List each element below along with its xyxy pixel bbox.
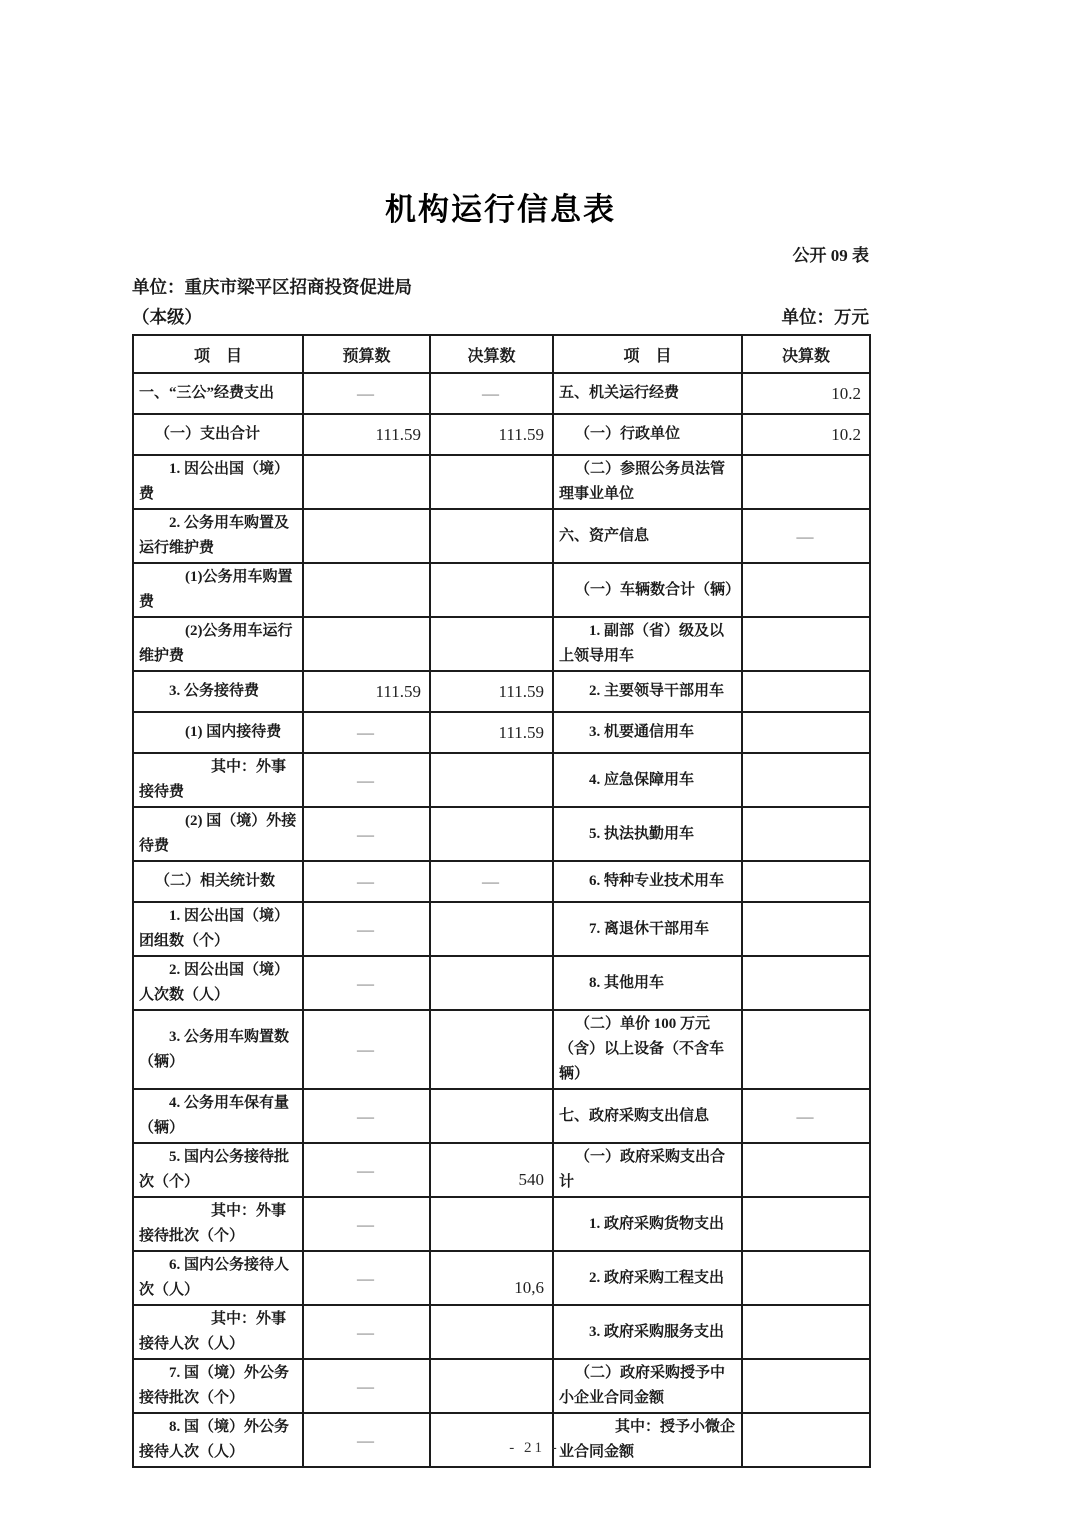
item-left-cell: 2. 因公出国（境）人次数（人） bbox=[133, 956, 303, 1010]
final-cell bbox=[430, 1197, 553, 1251]
final-cell: 10,6 bbox=[430, 1251, 553, 1305]
item-left-cell: 3. 公务用车购置数（辆） bbox=[133, 1010, 303, 1089]
budget-cell: — bbox=[303, 956, 430, 1010]
final-cell bbox=[430, 807, 553, 861]
table-row bbox=[133, 617, 870, 671]
budget-cell: — bbox=[303, 753, 430, 807]
budget-cell bbox=[303, 455, 430, 509]
budget-cell: — bbox=[303, 902, 430, 956]
page-number: - 21 - bbox=[509, 1440, 560, 1456]
value-right-cell bbox=[742, 563, 870, 617]
budget-cell: 111.59 bbox=[303, 671, 430, 712]
table-row bbox=[133, 1197, 870, 1251]
item-left-cell: 一、“三公”经费支出 bbox=[133, 373, 303, 414]
column-header-2: 预算数 bbox=[303, 335, 430, 373]
item-left-cell: 7. 国（境）外公务接待批次（个） bbox=[133, 1359, 303, 1413]
final-cell bbox=[430, 617, 553, 671]
table-row bbox=[133, 1251, 870, 1305]
item-left-cell: 其中：外事接待费 bbox=[133, 753, 303, 807]
item-right-cell: （二）单价 100 万元（含）以上设备（不含车辆） bbox=[553, 1010, 742, 1089]
item-left-cell: （二）相关统计数 bbox=[133, 861, 303, 902]
item-right-cell: 3. 政府采购服务支出 bbox=[553, 1305, 742, 1359]
budget-cell: — bbox=[303, 1010, 430, 1089]
item-right-cell: 2. 主要领导干部用车 bbox=[553, 671, 742, 712]
item-right-cell: 六、资产信息 bbox=[553, 509, 742, 563]
item-left-cell: 5. 国内公务接待批次（个） bbox=[133, 1143, 303, 1197]
item-right-cell: 其中：授予小微企业合同金额 bbox=[553, 1413, 742, 1467]
final-cell bbox=[430, 1010, 553, 1089]
budget-cell: — bbox=[303, 1143, 430, 1197]
unit-name: 单位：重庆市梁平区招商投资促进局 bbox=[132, 277, 412, 297]
final-cell bbox=[430, 509, 553, 563]
table-row bbox=[133, 1010, 870, 1089]
value-right-cell bbox=[742, 807, 870, 861]
item-right-cell: 7. 离退休干部用车 bbox=[553, 902, 742, 956]
budget-cell: — bbox=[303, 373, 430, 414]
item-right-cell: 6. 特种专业技术用车 bbox=[553, 861, 742, 902]
value-right-cell: 10.2 bbox=[742, 414, 870, 455]
table-row bbox=[133, 414, 870, 455]
budget-cell bbox=[303, 563, 430, 617]
document-content bbox=[132, 0, 869, 1468]
value-right-cell bbox=[742, 455, 870, 509]
table-row bbox=[133, 807, 870, 861]
item-right-cell: 七、政府采购支出信息 bbox=[553, 1089, 742, 1143]
info-table bbox=[132, 334, 871, 1468]
final-cell bbox=[430, 455, 553, 509]
table-row bbox=[133, 563, 870, 617]
value-right-cell: — bbox=[742, 509, 870, 563]
item-left-cell: 其中：外事接待批次（个） bbox=[133, 1197, 303, 1251]
item-left-cell: (2)公务用车运行维护费 bbox=[133, 617, 303, 671]
item-left-cell: 其中：外事接待人次（人） bbox=[133, 1305, 303, 1359]
column-header-4: 项 目 bbox=[553, 335, 742, 373]
table-row bbox=[133, 509, 870, 563]
table-header-row bbox=[133, 335, 870, 373]
budget-cell bbox=[303, 509, 430, 563]
value-right-cell bbox=[742, 1251, 870, 1305]
value-right-cell bbox=[742, 902, 870, 956]
column-header-3: 决算数 bbox=[430, 335, 553, 373]
item-left-cell: 6. 国内公务接待人次（人） bbox=[133, 1251, 303, 1305]
item-right-cell: 1. 政府采购货物支出 bbox=[553, 1197, 742, 1251]
final-cell bbox=[430, 563, 553, 617]
table-row bbox=[133, 1143, 870, 1197]
item-left-cell: 2. 公务用车购置及运行维护费 bbox=[133, 509, 303, 563]
budget-cell: — bbox=[303, 861, 430, 902]
table-code: 公开 09 表 bbox=[792, 246, 869, 265]
value-right-cell bbox=[742, 956, 870, 1010]
column-header-5: 决算数 bbox=[742, 335, 870, 373]
table-row bbox=[133, 753, 870, 807]
table-row bbox=[133, 455, 870, 509]
item-right-cell: 五、机关运行经费 bbox=[553, 373, 742, 414]
final-cell bbox=[430, 1305, 553, 1359]
budget-cell: 111.59 bbox=[303, 414, 430, 455]
item-right-cell: 8. 其他用车 bbox=[553, 956, 742, 1010]
final-cell: 111.59 bbox=[430, 671, 553, 712]
item-left-cell: 4. 公务用车保有量（辆） bbox=[133, 1089, 303, 1143]
final-cell bbox=[430, 1359, 553, 1413]
value-right-cell bbox=[742, 1197, 870, 1251]
budget-cell: — bbox=[303, 807, 430, 861]
final-cell: 111.59 bbox=[430, 712, 553, 753]
item-left-cell: (1) 国内接待费 bbox=[133, 712, 303, 753]
table-row bbox=[133, 1305, 870, 1359]
budget-cell: — bbox=[303, 712, 430, 753]
final-cell: — bbox=[430, 861, 553, 902]
item-right-cell: 1. 副部（省）级及以上领导用车 bbox=[553, 617, 742, 671]
table-row bbox=[133, 956, 870, 1010]
table-row bbox=[133, 861, 870, 902]
item-right-cell: 4. 应急保障用车 bbox=[553, 753, 742, 807]
item-left-cell: 8. 国（境）外公务接待人次（人） bbox=[133, 1413, 303, 1467]
column-header-1: 项 目 bbox=[133, 335, 303, 373]
value-right-cell bbox=[742, 861, 870, 902]
item-right-cell: （二）政府采购授予中小企业合同金额 bbox=[553, 1359, 742, 1413]
budget-cell bbox=[303, 617, 430, 671]
final-cell bbox=[430, 1089, 553, 1143]
value-right-cell bbox=[742, 671, 870, 712]
item-left-cell: (1)公务用车购置费 bbox=[133, 563, 303, 617]
table-row bbox=[133, 1359, 870, 1413]
item-left-cell: 1. 因公出国（境）团组数（个） bbox=[133, 902, 303, 956]
final-cell bbox=[430, 902, 553, 956]
item-right-cell: （一）行政单位 bbox=[553, 414, 742, 455]
value-right-cell bbox=[742, 1305, 870, 1359]
final-cell: — bbox=[430, 373, 553, 414]
value-right-cell bbox=[742, 1143, 870, 1197]
budget-cell: — bbox=[303, 1197, 430, 1251]
budget-cell: — bbox=[303, 1359, 430, 1413]
currency-unit: 单位：万元 bbox=[781, 307, 869, 327]
value-right-cell bbox=[742, 1359, 870, 1413]
item-left-cell: 1. 因公出国（境）费 bbox=[133, 455, 303, 509]
unit-row bbox=[132, 304, 869, 329]
table-row bbox=[133, 671, 870, 712]
table-row bbox=[133, 712, 870, 753]
budget-cell: — bbox=[303, 1305, 430, 1359]
budget-cell: — bbox=[303, 1413, 430, 1467]
final-cell: 111.59 bbox=[430, 414, 553, 455]
value-right-cell: 10.2 bbox=[742, 373, 870, 414]
item-right-cell: 3. 机要通信用车 bbox=[553, 712, 742, 753]
value-right-cell bbox=[742, 753, 870, 807]
unit-level: （本级） bbox=[132, 307, 202, 327]
item-right-cell: 5. 执法执勤用车 bbox=[553, 807, 742, 861]
final-cell: 540 bbox=[430, 1143, 553, 1197]
value-right-cell bbox=[742, 617, 870, 671]
budget-cell: — bbox=[303, 1251, 430, 1305]
budget-cell: — bbox=[303, 1089, 430, 1143]
page-title: 机构运行信息表 bbox=[385, 192, 616, 227]
final-cell bbox=[430, 956, 553, 1010]
table-row bbox=[133, 373, 870, 414]
item-right-cell: （一）车辆数合计（辆） bbox=[553, 563, 742, 617]
value-right-cell: — bbox=[742, 1089, 870, 1143]
table-row bbox=[133, 1089, 870, 1143]
item-right-cell: 2. 政府采购工程支出 bbox=[553, 1251, 742, 1305]
final-cell bbox=[430, 753, 553, 807]
value-right-cell bbox=[742, 712, 870, 753]
item-left-cell: 3. 公务接待费 bbox=[133, 671, 303, 712]
item-right-cell: （一）政府采购支出合计 bbox=[553, 1143, 742, 1197]
item-right-cell: （二）参照公务员法管理事业单位 bbox=[553, 455, 742, 509]
item-left-cell: （一）支出合计 bbox=[133, 414, 303, 455]
value-right-cell bbox=[742, 1010, 870, 1089]
table-row bbox=[133, 902, 870, 956]
item-left-cell: (2) 国（境）外接待费 bbox=[133, 807, 303, 861]
